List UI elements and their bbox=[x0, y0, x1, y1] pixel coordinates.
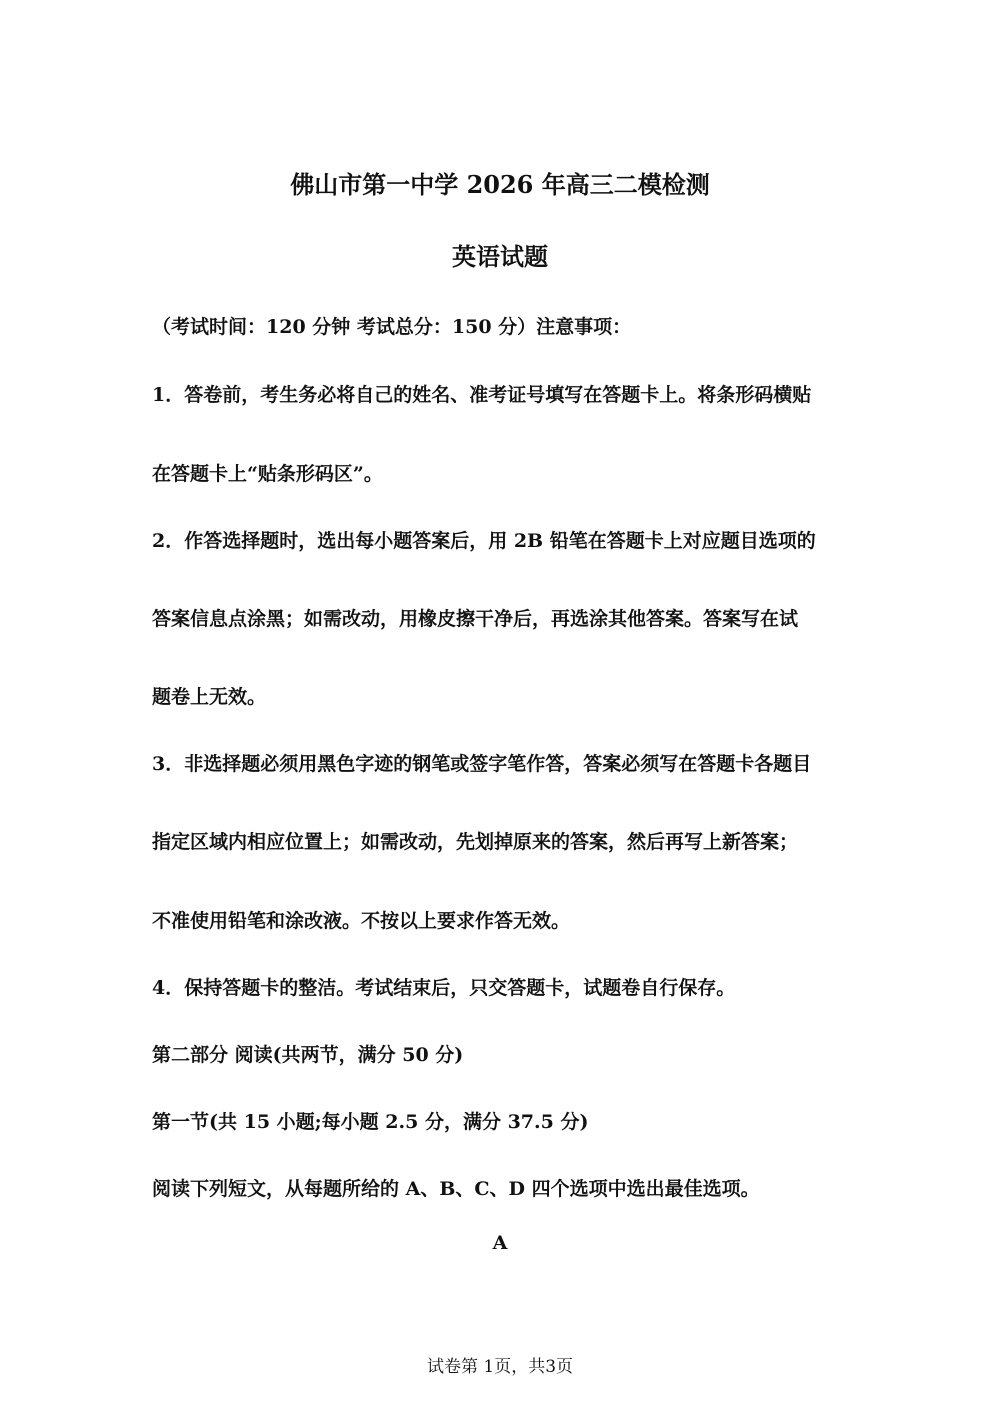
notice-2-line-3: 题卷上无效。 bbox=[152, 686, 267, 708]
page-footer: 试卷第 1页，共3页 bbox=[426, 1357, 574, 1377]
section-heading: 第一节(共 15 小题;每小题 2.5 分，满分 37.5 分) bbox=[152, 1111, 589, 1133]
notice-3-line-1: 3．非选择题必须用黑色字迹的钢笔或签字笔作答，答案必须写在答题卡各题目 bbox=[152, 753, 812, 775]
subject-title: 英语试题 bbox=[452, 242, 548, 271]
notice-3-line-2: 指定区域内相应位置上；如需改动，先划掉原来的答案，然后再写上新答案； bbox=[152, 831, 799, 853]
notice-1-line-2: 在答题卡上“贴条形码区”。 bbox=[152, 463, 383, 485]
notice-2-line-1: 2．作答选择题时，选出每小题答案后，用 2B 铅笔在答题卡上对应题目选项的 bbox=[152, 530, 816, 552]
passage-label: A bbox=[492, 1232, 508, 1254]
exam-info: （考试时间：120 分钟 考试总分：150 分）注意事项： bbox=[152, 316, 632, 338]
notice-1-line-1: 1．答卷前，考生务必将自己的姓名、准考证号填写在答题卡上。将条形码横贴 bbox=[152, 384, 812, 406]
reading-instruction: 阅读下列短文，从每题所给的 A、B、C、D 四个选项中选出最佳选项。 bbox=[152, 1178, 760, 1200]
notice-2-line-2: 答案信息点涂黑；如需改动，用橡皮擦干净后，再选涂其他答案。答案写在试 bbox=[152, 608, 799, 630]
exam-title: 佛山市第一中学 2026 年高三二模检测 bbox=[290, 170, 710, 199]
notice-4-line-1: 4．保持答题卡的整洁。考试结束后，只交答题卡，试题卷自行保存。 bbox=[152, 977, 736, 999]
part-heading: 第二部分 阅读(共两节，满分 50 分) bbox=[152, 1044, 464, 1066]
notice-3-line-3: 不准使用铅笔和涂改液。不按以上要求作答无效。 bbox=[152, 910, 571, 932]
